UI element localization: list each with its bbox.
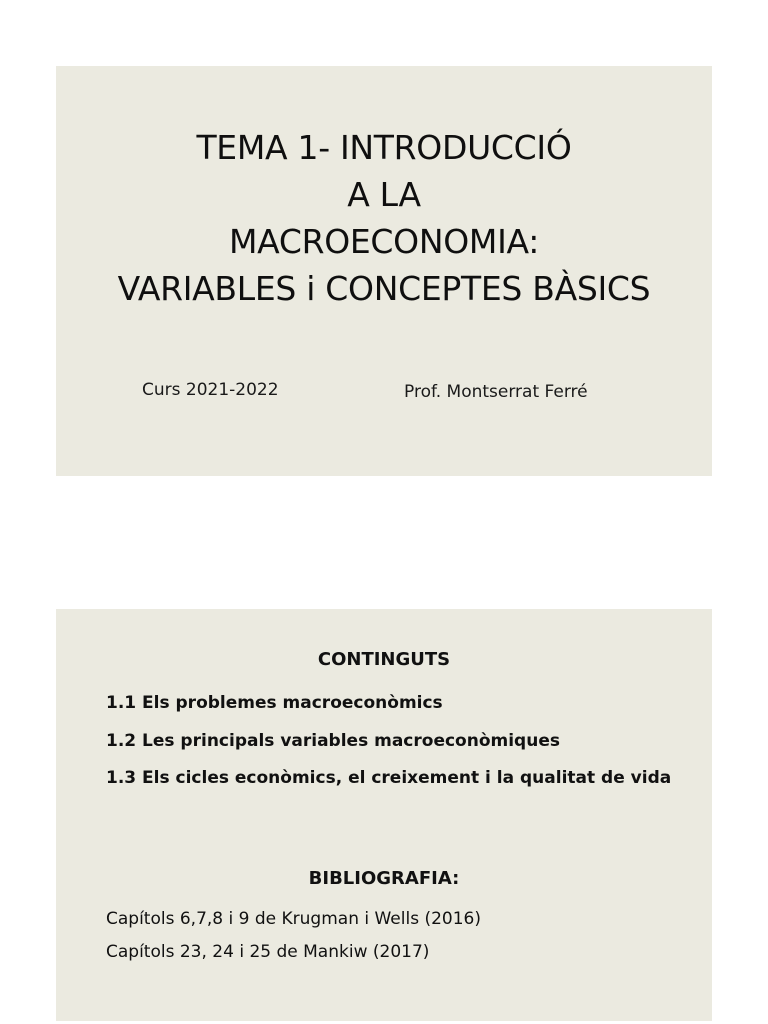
title-line: VARIABLES i CONCEPTES BÀSICS: [117, 269, 651, 308]
contents-heading: CONTINGUTS: [317, 649, 451, 670]
contents-slide: [56, 609, 712, 1021]
bibliography-heading: BIBLIOGRAFIA:: [308, 868, 460, 889]
bibliography-item: Capítols 6,7,8 i 9 de Krugman i Wells (2016): [106, 909, 482, 929]
title-line: A LA: [347, 175, 421, 214]
course-year: Curs 2021-2022: [142, 380, 279, 400]
title-slide: [56, 66, 712, 476]
professor-name: Prof. Montserrat Ferré: [404, 382, 588, 402]
bibliography-item: Capítols 23, 24 i 25 de Mankiw (2017): [106, 942, 430, 962]
contents-item: 1.2 Les principals variables macroeconòmiques: [106, 731, 560, 751]
title-line: TEMA 1- INTRODUCCIÓ: [196, 128, 572, 167]
title-line: MACROECONOMIA:: [228, 222, 540, 261]
contents-item: 1.1 Els problemes macroeconòmics: [106, 693, 443, 713]
contents-item: 1.3 Els cicles econòmics, el creixement i la qualitat de vida: [106, 768, 672, 788]
slide-title: [56, 124, 712, 312]
